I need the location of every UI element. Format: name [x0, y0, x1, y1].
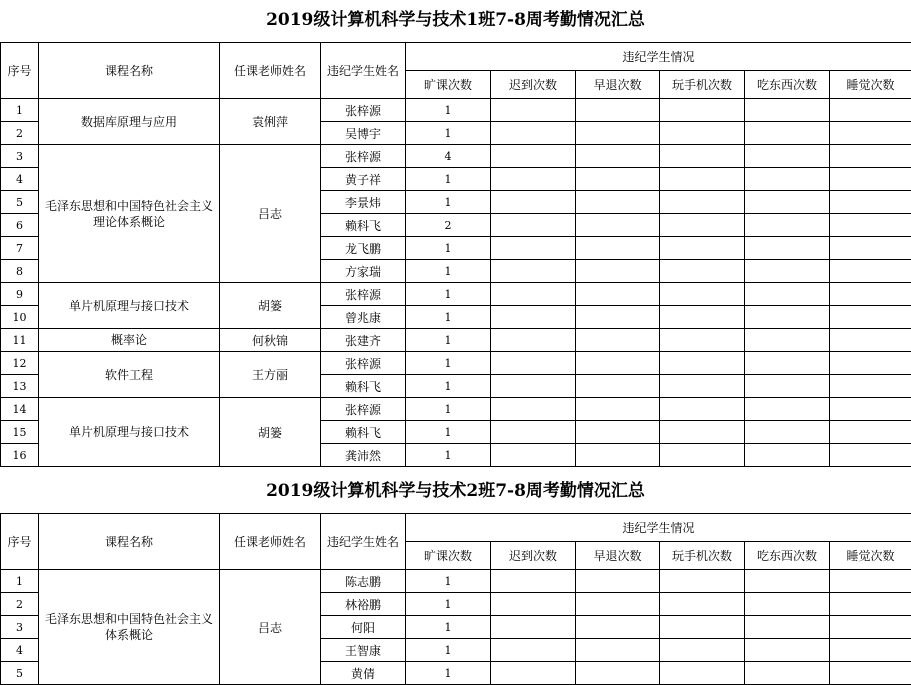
sleeping-count-cell — [830, 398, 911, 421]
header-course: 课程名称 — [39, 514, 220, 570]
seq-cell: 14 — [1, 398, 39, 421]
absent-count-cell: 1 — [406, 329, 491, 352]
late-count-cell — [491, 352, 576, 375]
sleeping-count-cell — [830, 214, 911, 237]
course-cell: 毛泽东思想和中国特色社会主义理论体系概论 — [39, 145, 220, 283]
student-cell: 赖科飞 — [321, 375, 406, 398]
late-count-cell — [491, 421, 576, 444]
absent-count-cell: 1 — [406, 352, 491, 375]
teacher-cell: 何秋锦 — [220, 329, 321, 352]
phone-count-cell — [660, 99, 745, 122]
absent-count-cell: 1 — [406, 191, 491, 214]
sleeping-count-cell — [830, 639, 911, 662]
late-count-cell — [491, 237, 576, 260]
eating-count-cell — [745, 662, 830, 685]
header-teacher: 任课老师姓名 — [220, 43, 321, 99]
student-cell: 张建齐 — [321, 329, 406, 352]
seq-cell: 3 — [1, 145, 39, 168]
sleeping-count-cell — [830, 191, 911, 214]
title-class-2: 2019级计算机科学与技术2班7-8周考勤情况汇总 — [266, 481, 645, 501]
header-student: 违纪学生姓名 — [321, 43, 406, 99]
late-count-cell — [491, 444, 576, 467]
eating-count-cell — [745, 616, 830, 639]
absent-count-cell: 1 — [406, 168, 491, 191]
early-leave-count-cell — [576, 352, 660, 375]
eating-count-cell — [745, 145, 830, 168]
phone-count-cell — [660, 444, 745, 467]
table-row — [1, 145, 911, 168]
seq-cell: 3 — [1, 616, 39, 639]
student-cell: 曾兆康 — [321, 306, 406, 329]
early-leave-count-cell — [576, 306, 660, 329]
eating-count-cell — [745, 260, 830, 283]
phone-count-cell — [660, 398, 745, 421]
sleeping-count-cell — [830, 616, 911, 639]
seq-cell: 12 — [1, 352, 39, 375]
absent-count-cell: 1 — [406, 122, 491, 145]
student-cell: 赖科飞 — [321, 214, 406, 237]
eating-count-cell — [745, 214, 830, 237]
table-row — [1, 398, 911, 421]
early-leave-count-cell — [576, 421, 660, 444]
late-count-cell — [491, 306, 576, 329]
absent-count-cell: 1 — [406, 398, 491, 421]
phone-count-cell — [660, 306, 745, 329]
student-cell: 赖科飞 — [321, 421, 406, 444]
seq-cell: 9 — [1, 283, 39, 306]
table-row — [1, 283, 911, 306]
course-cell: 概率论 — [39, 329, 220, 352]
sleeping-count-cell — [830, 444, 911, 467]
early-leave-count-cell — [576, 616, 660, 639]
eating-count-cell — [745, 421, 830, 444]
phone-count-cell — [660, 145, 745, 168]
eating-count-cell — [745, 352, 830, 375]
teacher-cell: 王方丽 — [220, 352, 321, 398]
late-count-cell — [491, 662, 576, 685]
eating-count-cell — [745, 237, 830, 260]
header-col-5: 睡觉次数 — [830, 542, 911, 570]
header-row — [1, 514, 911, 542]
late-count-cell — [491, 283, 576, 306]
student-cell: 张梓源 — [321, 283, 406, 306]
course-cell: 数据库原理与应用 — [39, 99, 220, 145]
header-student: 违纪学生姓名 — [321, 514, 406, 570]
sleeping-count-cell — [830, 145, 911, 168]
late-count-cell — [491, 260, 576, 283]
seq-cell: 5 — [1, 191, 39, 214]
sleeping-count-cell — [830, 593, 911, 616]
student-cell: 黄倩 — [321, 662, 406, 685]
sleeping-count-cell — [830, 122, 911, 145]
sleeping-count-cell — [830, 329, 911, 352]
header-col-4: 吃东西次数 — [745, 71, 830, 99]
late-count-cell — [491, 616, 576, 639]
absent-count-cell: 1 — [406, 593, 491, 616]
header-col-4: 吃东西次数 — [745, 542, 830, 570]
header-course: 课程名称 — [39, 43, 220, 99]
absent-count-cell: 1 — [406, 237, 491, 260]
early-leave-count-cell — [576, 260, 660, 283]
absent-count-cell: 1 — [406, 616, 491, 639]
phone-count-cell — [660, 375, 745, 398]
header-col-0: 旷课次数 — [406, 542, 491, 570]
early-leave-count-cell — [576, 168, 660, 191]
seq-cell: 4 — [1, 168, 39, 191]
late-count-cell — [491, 329, 576, 352]
eating-count-cell — [745, 570, 830, 593]
header-col-5: 睡觉次数 — [830, 71, 911, 99]
table-row — [1, 570, 911, 593]
eating-count-cell — [745, 99, 830, 122]
header-violation-group: 违纪学生情况 — [406, 514, 911, 542]
late-count-cell — [491, 570, 576, 593]
early-leave-count-cell — [576, 375, 660, 398]
seq-cell: 2 — [1, 122, 39, 145]
phone-count-cell — [660, 191, 745, 214]
student-cell: 何阳 — [321, 616, 406, 639]
early-leave-count-cell — [576, 570, 660, 593]
absent-count-cell: 1 — [406, 375, 491, 398]
early-leave-count-cell — [576, 237, 660, 260]
absent-count-cell: 1 — [406, 570, 491, 593]
course-cell: 毛泽东思想和中国特色社会主义体系概论 — [39, 570, 220, 685]
phone-count-cell — [660, 616, 745, 639]
late-count-cell — [491, 593, 576, 616]
late-count-cell — [491, 122, 576, 145]
early-leave-count-cell — [576, 593, 660, 616]
absent-count-cell: 1 — [406, 662, 491, 685]
late-count-cell — [491, 639, 576, 662]
sleeping-count-cell — [830, 375, 911, 398]
late-count-cell — [491, 214, 576, 237]
teacher-cell: 胡篓 — [220, 283, 321, 329]
sleeping-count-cell — [830, 260, 911, 283]
eating-count-cell — [745, 398, 830, 421]
student-cell: 李景炜 — [321, 191, 406, 214]
early-leave-count-cell — [576, 99, 660, 122]
header-seq: 序号 — [1, 514, 39, 570]
student-cell: 陈志鹏 — [321, 570, 406, 593]
early-leave-count-cell — [576, 122, 660, 145]
student-cell: 林裕鹏 — [321, 593, 406, 616]
phone-count-cell — [660, 214, 745, 237]
early-leave-count-cell — [576, 662, 660, 685]
eating-count-cell — [745, 444, 830, 467]
student-cell: 吴博宇 — [321, 122, 406, 145]
absent-count-cell: 1 — [406, 421, 491, 444]
header-row — [1, 43, 911, 71]
absent-count-cell: 1 — [406, 444, 491, 467]
teacher-cell: 袁俐萍 — [220, 99, 321, 145]
sleeping-count-cell — [830, 306, 911, 329]
phone-count-cell — [660, 662, 745, 685]
student-cell: 王智康 — [321, 639, 406, 662]
eating-count-cell — [745, 593, 830, 616]
phone-count-cell — [660, 329, 745, 352]
student-cell: 张梓源 — [321, 398, 406, 421]
absent-count-cell: 1 — [406, 306, 491, 329]
table-row — [1, 329, 911, 352]
absent-count-cell: 1 — [406, 639, 491, 662]
early-leave-count-cell — [576, 283, 660, 306]
late-count-cell — [491, 398, 576, 421]
early-leave-count-cell — [576, 639, 660, 662]
header-seq: 序号 — [1, 43, 39, 99]
sleeping-count-cell — [830, 168, 911, 191]
absent-count-cell: 4 — [406, 145, 491, 168]
header-violation-group: 违纪学生情况 — [406, 43, 911, 71]
absent-count-cell: 1 — [406, 283, 491, 306]
header-col-0: 旷课次数 — [406, 71, 491, 99]
title-class-1: 2019级计算机科学与技术1班7-8周考勤情况汇总 — [266, 10, 645, 30]
student-cell: 龚沛然 — [321, 444, 406, 467]
phone-count-cell — [660, 421, 745, 444]
seq-cell: 1 — [1, 570, 39, 593]
attendance-table-class-2 — [0, 513, 911, 685]
header-col-1: 迟到次数 — [491, 71, 576, 99]
absent-count-cell: 1 — [406, 260, 491, 283]
early-leave-count-cell — [576, 214, 660, 237]
phone-count-cell — [660, 122, 745, 145]
phone-count-cell — [660, 593, 745, 616]
phone-count-cell — [660, 639, 745, 662]
header-col-2: 早退次数 — [576, 71, 660, 99]
late-count-cell — [491, 145, 576, 168]
seq-cell: 2 — [1, 593, 39, 616]
late-count-cell — [491, 191, 576, 214]
eating-count-cell — [745, 122, 830, 145]
header-col-1: 迟到次数 — [491, 542, 576, 570]
seq-cell: 7 — [1, 237, 39, 260]
student-cell: 张梓源 — [321, 145, 406, 168]
course-cell: 单片机原理与接口技术 — [39, 283, 220, 329]
seq-cell: 16 — [1, 444, 39, 467]
seq-cell: 8 — [1, 260, 39, 283]
table-row — [1, 352, 911, 375]
phone-count-cell — [660, 283, 745, 306]
teacher-cell: 吕志 — [220, 145, 321, 283]
phone-count-cell — [660, 237, 745, 260]
student-cell: 张梓源 — [321, 99, 406, 122]
early-leave-count-cell — [576, 398, 660, 421]
header-col-2: 早退次数 — [576, 542, 660, 570]
early-leave-count-cell — [576, 145, 660, 168]
seq-cell: 15 — [1, 421, 39, 444]
eating-count-cell — [745, 329, 830, 352]
student-cell: 张梓源 — [321, 352, 406, 375]
seq-cell: 5 — [1, 662, 39, 685]
header-teacher: 任课老师姓名 — [220, 514, 321, 570]
phone-count-cell — [660, 570, 745, 593]
early-leave-count-cell — [576, 191, 660, 214]
sleeping-count-cell — [830, 99, 911, 122]
late-count-cell — [491, 99, 576, 122]
attendance-table-class-1 — [0, 42, 911, 467]
seq-cell: 13 — [1, 375, 39, 398]
table-row — [1, 99, 911, 122]
sleeping-count-cell — [830, 662, 911, 685]
late-count-cell — [491, 168, 576, 191]
eating-count-cell — [745, 306, 830, 329]
eating-count-cell — [745, 283, 830, 306]
sleeping-count-cell — [830, 283, 911, 306]
sleeping-count-cell — [830, 421, 911, 444]
teacher-cell: 胡篓 — [220, 398, 321, 467]
seq-cell: 4 — [1, 639, 39, 662]
course-cell: 单片机原理与接口技术 — [39, 398, 220, 467]
student-cell: 龙飞鹏 — [321, 237, 406, 260]
early-leave-count-cell — [576, 329, 660, 352]
header-col-3: 玩手机次数 — [660, 542, 745, 570]
teacher-cell: 吕志 — [220, 570, 321, 685]
sleeping-count-cell — [830, 352, 911, 375]
phone-count-cell — [660, 168, 745, 191]
late-count-cell — [491, 375, 576, 398]
phone-count-cell — [660, 260, 745, 283]
header-col-3: 玩手机次数 — [660, 71, 745, 99]
eating-count-cell — [745, 375, 830, 398]
early-leave-count-cell — [576, 444, 660, 467]
phone-count-cell — [660, 352, 745, 375]
sleeping-count-cell — [830, 237, 911, 260]
eating-count-cell — [745, 639, 830, 662]
absent-count-cell: 2 — [406, 214, 491, 237]
seq-cell: 11 — [1, 329, 39, 352]
eating-count-cell — [745, 168, 830, 191]
seq-cell: 1 — [1, 99, 39, 122]
course-cell: 软件工程 — [39, 352, 220, 398]
seq-cell: 6 — [1, 214, 39, 237]
seq-cell: 10 — [1, 306, 39, 329]
student-cell: 黄子祥 — [321, 168, 406, 191]
student-cell: 方家瑞 — [321, 260, 406, 283]
absent-count-cell: 1 — [406, 99, 491, 122]
eating-count-cell — [745, 191, 830, 214]
sleeping-count-cell — [830, 570, 911, 593]
